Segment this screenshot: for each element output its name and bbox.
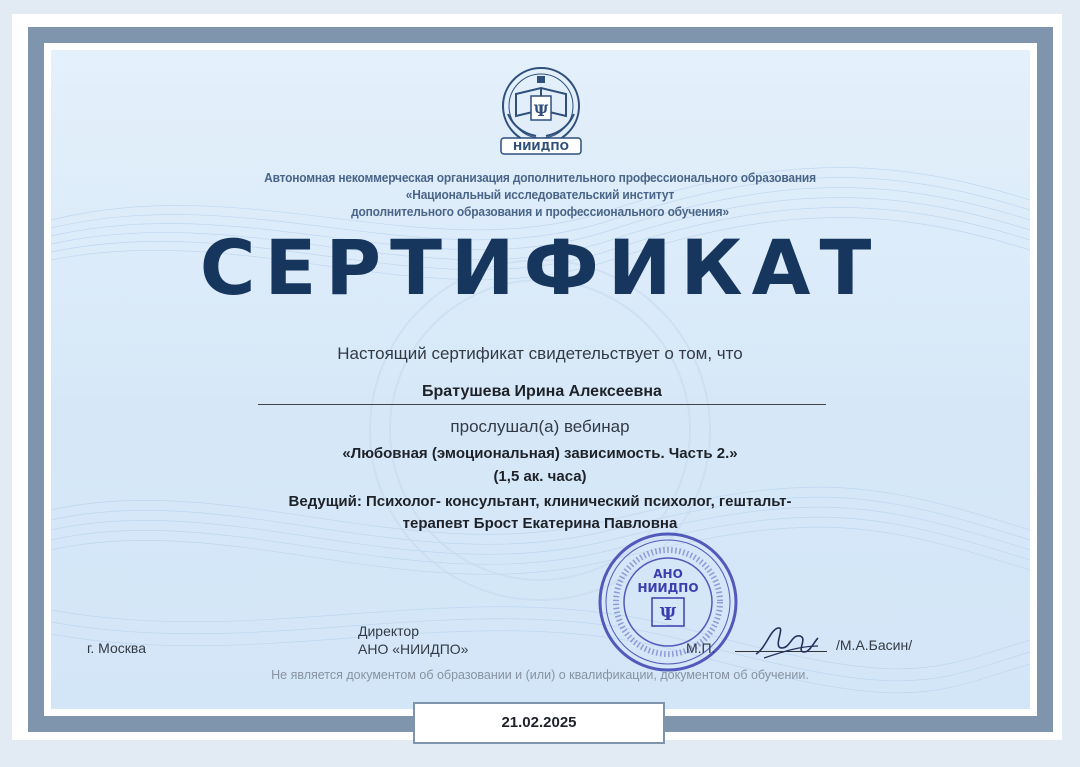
host-line-1: Ведущий: Психолог- консультант, клинический психолог, гештальт-	[288, 493, 792, 510]
official-stamp	[596, 530, 740, 674]
recipient-name: Братушева Ирина Алексеевна	[422, 383, 662, 400]
director-name: /М.А.Басин/	[836, 637, 913, 653]
host-line-2: терапевт Брост Екатерина Павловна	[402, 515, 678, 532]
intro-text: Настоящий сертификат свидетельствует о том, что	[337, 344, 743, 363]
host-info	[200, 491, 880, 535]
director-signature	[752, 618, 822, 666]
webinar-title: «Любовная (эмоциональная) зависимость. Часть 2.»	[342, 445, 738, 462]
svg-text:Ψ: Ψ	[659, 604, 677, 625]
action-text: прослушал(а) вебинар	[450, 417, 630, 436]
director-org: АНО «НИИДПО»	[358, 641, 469, 657]
organization-line-1: Автономная некоммерческая организация дополнительного профессионального образования	[264, 170, 816, 185]
svg-text:Ψ: Ψ	[533, 101, 549, 120]
webinar-hours: (1,5 ак. часа)	[493, 468, 587, 485]
seal-mark: М.П.	[686, 640, 716, 656]
stamp-middle-text: НИИДПО	[637, 581, 699, 595]
stamp-top-text: АНО	[653, 567, 683, 581]
name-underline	[258, 404, 826, 405]
director-title: Директор	[358, 623, 419, 639]
niidpo-logo	[496, 66, 586, 158]
logo-label: НИИДПО	[513, 140, 569, 153]
organization-line-3: дополнительного образования и профессионального обучения»	[351, 204, 729, 219]
director-block	[358, 622, 468, 658]
city: г. Москва	[87, 640, 146, 656]
issue-date: 21.02.2025	[413, 702, 665, 744]
certificate-title: СЕРТИФИКАТ	[199, 223, 881, 312]
disclaimer-text: Не является документом об образовании и (или) о квалификации, документом об обучении.	[271, 668, 809, 682]
organization-line-2: «Национальный исследовательский институт	[405, 187, 675, 202]
